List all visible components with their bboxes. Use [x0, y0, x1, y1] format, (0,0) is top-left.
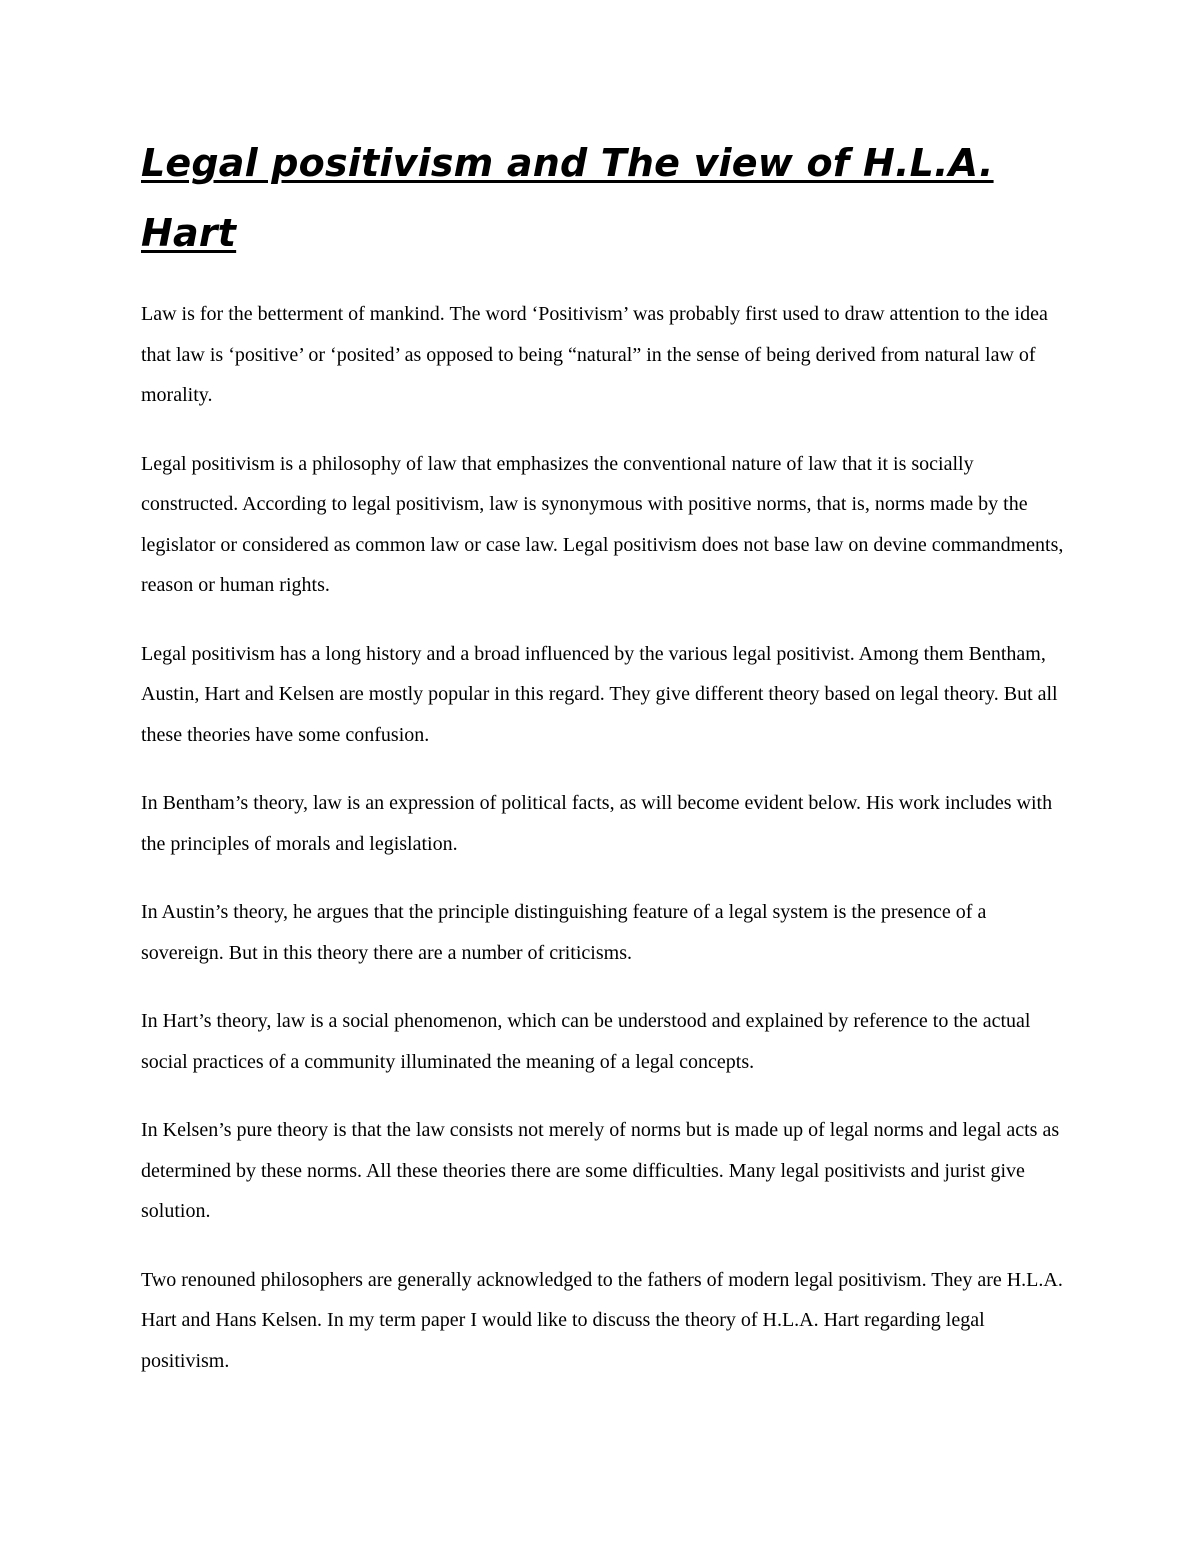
paragraph-history: Legal positivism has a long history and a broad influenced by the various legal positivist. Among them Bentham, Austin, Hart and Kelsen are mostly popular in this regard. They give different theory based on legal theory. But all these theories have some confusion. [141, 642, 1058, 746]
paragraph-austin: In Austin’s theory, he argues that the principle distinguishing feature of a legal system is the presence of a sovereign. But in this theory there are a number of criticisms. [141, 901, 987, 964]
paragraph-kelsen: In Kelsen’s pure theory is that the law consists not merely of norms but is made up of legal norms and legal acts as determined by these norms. All these theories there are some difficulties. Many legal positivists and jurist give solution. [141, 1119, 1060, 1222]
paragraph-hart: In Hart’s theory, law is a social phenomenon, which can be understood and explained by reference to the actual social practices of a community illuminated the meaning of a legal concepts. [141, 1010, 1031, 1073]
paragraph-intro: Law is for the betterment of mankind. The word ‘Positivism’ was probably first used to draw attention to the idea that law is ‘positive’ or ‘posited’ as opposed to being “natural” in the sense of being derived from natural law of morality. [141, 303, 1048, 406]
document-body [141, 128, 1071, 1381]
document-title: Legal positivism and The view of H.L.A. Hart [141, 141, 994, 255]
paragraph-bentham: In Bentham’s theory, law is an expression of political facts, as will become evident below. His work includes with the principles of morals and legislation. [141, 792, 1053, 855]
paragraph-definition: Legal positivism is a philosophy of law that emphasizes the conventional nature of law that it is socially constructed. According to legal positivism, law is synonymous with positive norms, that is, norms made by the legislator or considered as common law or case law. Legal positivism does not base law on devine commandments, reason or human rights. [141, 452, 1064, 596]
paragraph-conclusion: Two renouned philosophers are generally acknowledged to the fathers of modern legal positivism. They are H.L.A. Hart and Hans Kelsen. In my term paper I would like to discuss the theory of H.L.A. Hart regarding legal positivism. [141, 1268, 1063, 1372]
